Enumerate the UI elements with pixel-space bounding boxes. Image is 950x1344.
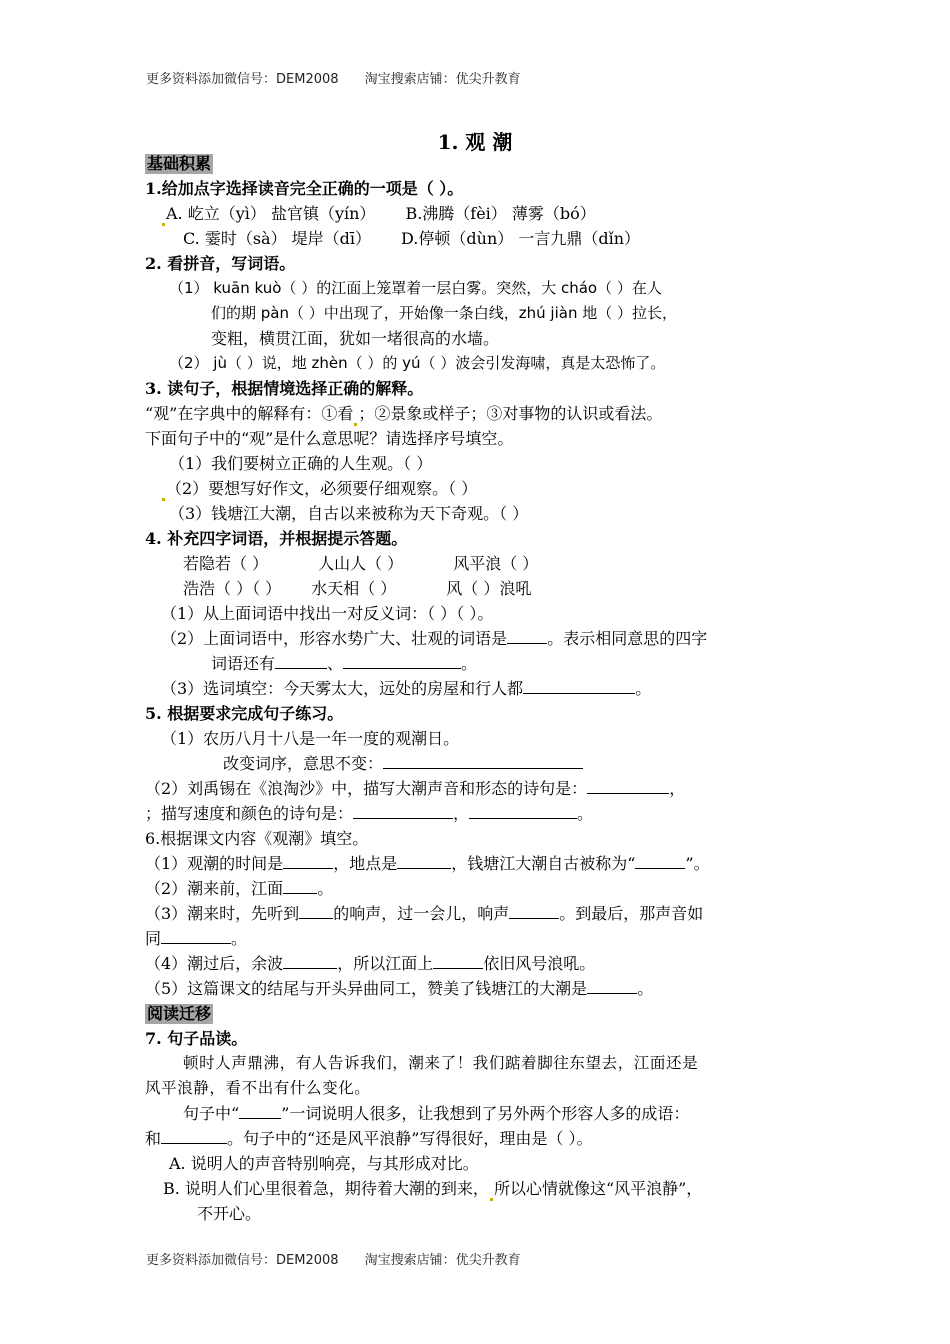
q7-option-b-2: 所以心情就像这“风平浪静”， bbox=[493, 1179, 703, 1198]
q6-blank-5 bbox=[299, 903, 333, 919]
q1-options-cd bbox=[145, 226, 815, 251]
q5-sub-1: （1）农历八月十八是一年一度的观潮日。 bbox=[161, 729, 460, 748]
q5-sub-3-b: ， bbox=[453, 804, 470, 823]
page-footer bbox=[146, 1249, 543, 1268]
q7-option-a: A. 说明人的声音特别响亮，与其形成对比。 bbox=[169, 1154, 479, 1173]
footer-wechat: 更多资料添加微信号：DEM2008 bbox=[146, 1253, 339, 1268]
q5-blank-1 bbox=[383, 753, 583, 769]
q5-blank-4 bbox=[469, 803, 577, 819]
q4-word-6: 风（ ）浪吼 bbox=[446, 579, 532, 598]
q6-sub-3-c: 。到最后，那声音如 bbox=[559, 904, 704, 923]
q1-option-b: B.沸腾（fèi） 薄雾（bó） bbox=[405, 204, 596, 223]
q6-blank-9 bbox=[433, 953, 483, 969]
q5-sub-2-b: ， bbox=[669, 779, 686, 798]
q6-sub-4-b: ，所以江面上 bbox=[337, 954, 434, 973]
q5-sub-2-a: （2）刘禹锡在《浪淘沙》中，描写大潮声音和形态的诗句是： bbox=[145, 779, 588, 798]
q6-stem: 6.根据课文内容《观潮》填空。 bbox=[145, 829, 369, 848]
q2-line-3: 变粗，横贯江面，犹如一堵很高的水墙。 bbox=[211, 329, 500, 348]
q6-sub-3-d: 同 bbox=[145, 929, 162, 948]
q6-sub-3-e: 。 bbox=[231, 929, 248, 948]
q6-sub-1-b: ，地点是 bbox=[333, 854, 398, 873]
q4-sub-1: （1）从上面词语中找出一对反义词：（ ）（ ）。 bbox=[161, 604, 494, 623]
q4-stem: 4. 补充四字词语，并根据提示答题。 bbox=[145, 529, 408, 548]
q3-definition-b: ；②景象或样子；③对事物的认识或看法。 bbox=[358, 404, 663, 423]
q5-sub-3-c: 。 bbox=[577, 804, 594, 823]
q4-words-row-2 bbox=[145, 576, 815, 601]
q4-word-2: 人山人（ ） bbox=[318, 554, 404, 573]
q1-option-a: A. 屹立（yì） 盐官镇（yín） bbox=[166, 204, 376, 223]
q6-sub-3-b: 的响声，过一会儿，响声 bbox=[333, 904, 510, 923]
q7-blank-1 bbox=[239, 1103, 281, 1119]
q6-blank-6 bbox=[509, 903, 559, 919]
q7-question-1-b: ”一词说明人很多，让我想到了另外两个形容人多的成语： bbox=[281, 1104, 690, 1123]
q6-sub-1-a: （1）观潮的时间是 bbox=[145, 854, 284, 873]
worksheet-body bbox=[145, 151, 815, 1226]
q3-definition-a: “观”在字典中的解释有：①看 bbox=[145, 404, 354, 423]
q6-blank-4 bbox=[283, 878, 317, 894]
q3-sentence-2-text: （2）要想写好作文，必须要仔细观察。（ ） bbox=[166, 479, 478, 498]
q4-sub-3-b: 。 bbox=[635, 679, 652, 698]
q1-options-ab bbox=[145, 201, 815, 226]
section-reading: 阅读迁移 bbox=[147, 1004, 212, 1023]
q3-sentence-1: （1）我们要树立正确的人生观。（ ） bbox=[169, 454, 433, 473]
q4-blank-3 bbox=[343, 653, 461, 669]
q6-blank-7 bbox=[161, 928, 231, 944]
q2-line-2: 们的期 pàn（ ）中出现了，开始像一条白线，zhú jiàn 地（ ）拉长， bbox=[211, 304, 677, 322]
q5-sub-1-task-text: 改变词序，意思不变： bbox=[223, 754, 384, 773]
q7-passage-2: 风平浪静，看不出有什么变化。 bbox=[145, 1079, 371, 1097]
footer-shop: 淘宝搜索店铺：优尖升教育 bbox=[364, 1253, 521, 1268]
q4-blank-1 bbox=[507, 628, 547, 644]
q6-sub-4-a: （4）潮过后，余波 bbox=[145, 954, 284, 973]
q2-line-1: （1） kuān kuò（ ）的江面上笼罩着一层白雾。突然，大 cháo（ ）在人 bbox=[169, 279, 662, 297]
q6-sub-4 bbox=[145, 951, 815, 976]
q4-word-3: 风平浪（ ） bbox=[453, 554, 539, 573]
q7-blank-2 bbox=[161, 1128, 227, 1144]
q7-option-b-1: B. 说明人们心里很着急，期待着大潮的到来， bbox=[163, 1179, 489, 1198]
q7-stem: 7. 句子品读。 bbox=[145, 1029, 248, 1048]
q7-passage-1: 顿时人声鼎沸，有人告诉我们，潮来了！我们踮着脚往东望去，江面还是 bbox=[183, 1054, 699, 1072]
q4-sub-2-d: 、 bbox=[327, 654, 344, 673]
q3-sentence-2 bbox=[145, 476, 815, 501]
q4-sub-2-a: （2）上面词语中，形容水势广大、壮观的词语是 bbox=[161, 629, 508, 648]
q3-sentence-3: （3）钱塘江大潮，自古以来被称为天下奇观。（ ） bbox=[169, 504, 529, 523]
q6-blank-8 bbox=[283, 953, 337, 969]
q4-word-1: 若隐若（ ） bbox=[183, 554, 269, 573]
q6-sub-5-b: 。 bbox=[637, 979, 654, 998]
q4-sub-2-e: 。 bbox=[461, 654, 478, 673]
q5-stem: 5. 根据要求完成句子练习。 bbox=[145, 704, 344, 723]
q5-sub-2 bbox=[145, 776, 815, 801]
q6-sub-5 bbox=[145, 976, 815, 1001]
q6-sub-1-c: ，钱塘江大潮自古被称为“ bbox=[451, 854, 636, 873]
q7-option-b-cont: 不开心。 bbox=[197, 1204, 262, 1223]
q7-option-b bbox=[145, 1176, 815, 1201]
q4-word-5: 水天相（ ） bbox=[311, 579, 397, 598]
q6-sub-3-cont bbox=[145, 926, 815, 951]
q4-sub-3-a: （3）选词填空：今天雾太大，远处的房屋和行人都 bbox=[161, 679, 524, 698]
q5-sub-1-task bbox=[145, 751, 815, 776]
section-basic: 基础积累 bbox=[147, 154, 212, 173]
q3-definition bbox=[145, 401, 815, 426]
q3-instruction: 下面句子中的“观”是什么意思呢？请选择序号填空。 bbox=[145, 429, 514, 448]
q4-sub-2-c: 词语还有 bbox=[211, 654, 276, 673]
q5-blank-2 bbox=[587, 778, 669, 794]
q6-sub-2 bbox=[145, 876, 815, 901]
header-wechat: 更多资料添加微信号：DEM2008 bbox=[146, 72, 339, 87]
q6-blank-2 bbox=[397, 853, 451, 869]
q7-question-1 bbox=[145, 1101, 815, 1126]
q6-sub-1 bbox=[145, 851, 815, 876]
page-title: 1. 观 潮 bbox=[437, 130, 513, 154]
q6-sub-2-a: （2）潮来前，江面 bbox=[145, 879, 284, 898]
q6-blank-3 bbox=[635, 853, 685, 869]
q6-sub-2-b: 。 bbox=[317, 879, 334, 898]
q4-word-4: 浩浩（ ）（ ） bbox=[183, 579, 282, 598]
q4-blank-2 bbox=[275, 653, 327, 669]
header-shop: 淘宝搜索店铺：优尖升教育 bbox=[364, 72, 521, 87]
q2-stem: 2. 看拼音，写词语。 bbox=[145, 254, 296, 273]
q6-sub-3 bbox=[145, 901, 815, 926]
q6-blank-10 bbox=[587, 978, 637, 994]
q4-words-row-1 bbox=[145, 551, 815, 576]
q6-sub-1-d: ”。 bbox=[685, 854, 710, 873]
q5-sub-3-a: ；描写速度和颜色的诗句是： bbox=[145, 804, 354, 823]
q1-stem: 1.给加点字选择读音完全正确的一项是（ ）。 bbox=[145, 179, 464, 198]
q5-sub-3 bbox=[145, 801, 815, 826]
q7-question-2-b: 。句子中的“还是风平浪静”写得很好，理由是（ ）。 bbox=[227, 1129, 593, 1148]
q7-question-2-a: 和 bbox=[145, 1129, 162, 1148]
q2-line-4: （2） jù（ ）说，地 zhèn（ ）的 yú（ ）波会引发海啸，真是太恐怖了。 bbox=[169, 354, 666, 372]
q6-sub-3-a: （3）潮来时，先听到 bbox=[145, 904, 300, 923]
page-header bbox=[146, 68, 543, 87]
q1-option-c: C. 霎时（sà） 堤岸（dī） bbox=[183, 229, 372, 248]
q5-blank-3 bbox=[353, 803, 453, 819]
q4-sub-2-b: 。表示相同意思的四字 bbox=[547, 629, 708, 648]
q7-question-2 bbox=[145, 1126, 815, 1151]
q3-stem: 3. 读句子，根据情境选择正确的解释。 bbox=[145, 379, 424, 398]
q6-sub-4-c: 依旧风号浪吼。 bbox=[483, 954, 596, 973]
q4-sub-3 bbox=[145, 676, 815, 701]
q6-sub-5-a: （5）这篇课文的结尾与开头异曲同工，赞美了钱塘江的大潮是 bbox=[145, 979, 588, 998]
q4-sub-2-cont bbox=[145, 651, 815, 676]
q4-sub-2 bbox=[145, 626, 815, 651]
q7-question-1-a: 句子中“ bbox=[183, 1104, 240, 1123]
q4-blank-4 bbox=[523, 678, 635, 694]
q6-blank-1 bbox=[283, 853, 333, 869]
q1-option-d: D.停顿（dùn） 一言九鼎（dǐn） bbox=[401, 229, 640, 248]
